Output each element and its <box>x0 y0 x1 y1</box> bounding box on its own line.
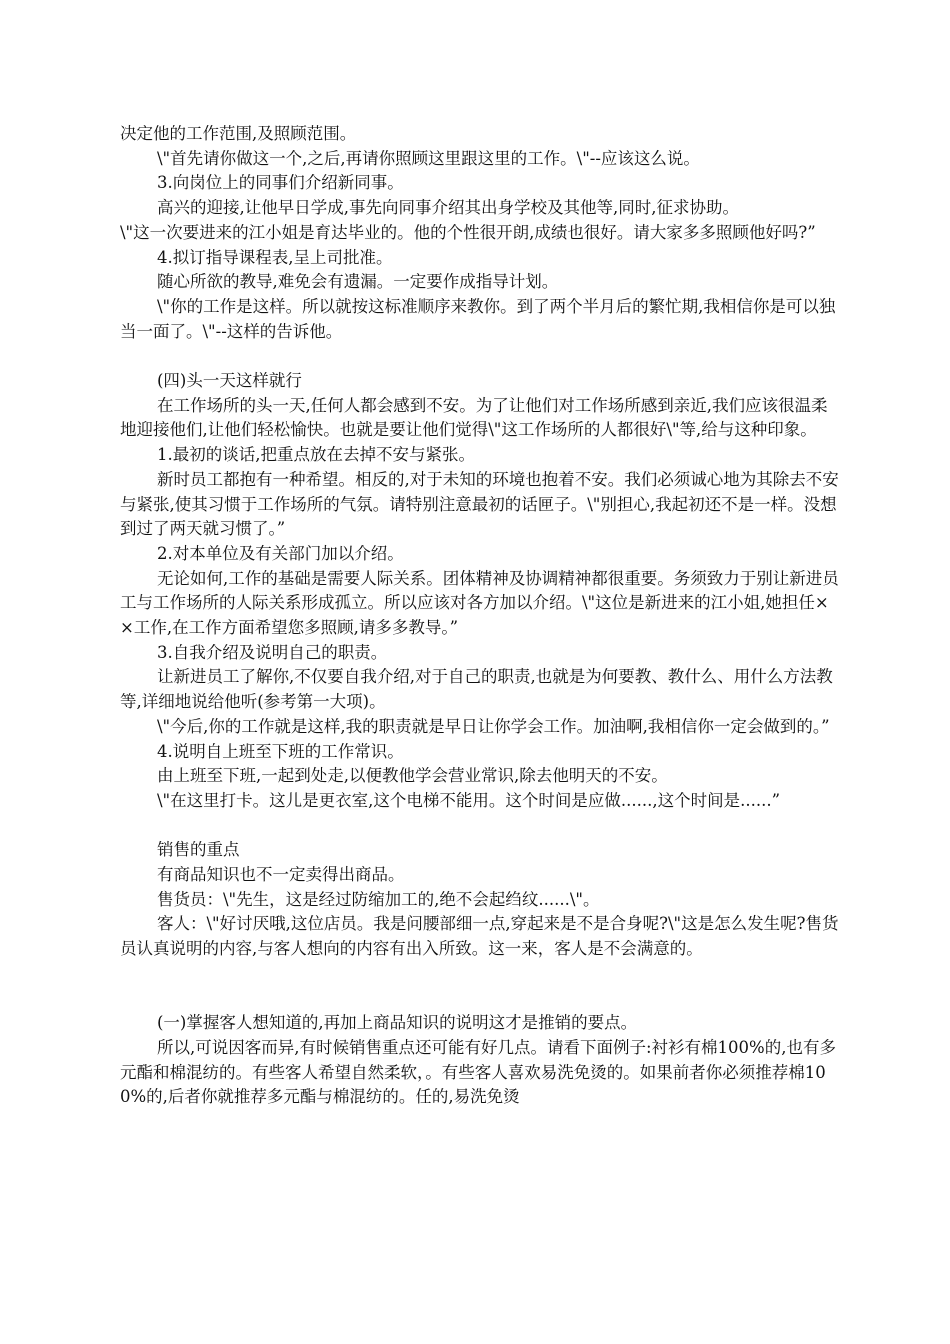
paragraph: 随心所欲的教导,难免会有遗漏。一定要作成指导计划。 <box>157 272 559 292</box>
paragraph: 销售的重点 <box>157 840 240 860</box>
paragraph: (一)掌握客人想知道的,再加上商品知识的说明这才是推销的要点。 <box>157 1013 638 1033</box>
paragraph: 有商品知识也不一定卖得出商品。 <box>157 865 405 885</box>
paragraph: 由上班至下班,一起到处走,以便教他学会营业常识,除去他明天的不安。 <box>157 766 668 786</box>
blank-line <box>120 814 842 839</box>
paragraph: \"你的工作是这样。所以就按这标准顺序来教你。到了两个半月后的繁忙期,我相信你是可以独当一面了。\"--这样的告诉他。 <box>120 296 836 341</box>
paragraph: 在工作场所的头一天,任何人都会感到不安。为了让他们对工作场所感到亲近,我们应该很温柔地迎接他们,让他们轻松愉快。也就是要让他们觉得\"这工作场所的人都很好\"等,给与这种印象。 <box>120 395 828 440</box>
paragraph: 2.对本单位及有关部门加以介绍。 <box>157 543 404 563</box>
paragraph: \"这一次要进来的江小姐是育达毕业的。他的个性很开朗,成绩也很好。请大家多多照顾他好吗?” <box>120 222 816 242</box>
paragraph: 决定他的工作范围,及照顾范围。 <box>120 124 357 143</box>
paragraph: 售货员：\"先生，这是经过防缩加工的,绝不会起绉纹......\"。 <box>157 889 600 909</box>
paragraph: 1.最初的谈话,把重点放在去掉不安与紧张。 <box>157 445 475 465</box>
paragraph: 4.说明自上班至下班的工作常识。 <box>157 741 404 761</box>
paragraph: 让新进员工了解你,不仅要自我介绍,对于自己的职责,也就是为何要教、教什么、用什么方法教等,详细地说给他听(参考第一大项)。 <box>120 667 833 712</box>
paragraph: 高兴的迎接,让他早日学成,事先向同事介绍其出身学校及其他等,同时,征求协助。 <box>157 198 739 218</box>
paragraph: \"首先请你做这一个,之后,再请你照顾这里跟这里的工作。\"--应该这么说。 <box>157 148 700 168</box>
paragraph: \"在这里打卡。这儿是更衣室,这个电梯不能用。这个时间是应做......,这个时间是......” <box>157 790 781 810</box>
blank-line <box>120 344 842 369</box>
blank-line <box>120 962 842 987</box>
paragraph: 4.拟订指导课程表,呈上司批准。 <box>157 247 393 267</box>
paragraph: 新时员工都抱有一种希望。相反的,对于未知的环境也抱着不安。我们必须诚心地为其除去不安与紧张,使其习惯于工作场所的气氛。请特别注意最初的话匣子。\"别担心,我起初还不是一样。没想到过了两天就习惯了。” <box>120 469 839 539</box>
paragraph: (四)头一天这样就行 <box>157 371 302 391</box>
paragraph: 无论如何,工作的基础是需要人际关系。团体精神及协调精神都很重要。务须致力于别让新进员工与工作场所的人际关系形成孤立。所以应该对各方加以介绍。\"这位是新进来的江小姐,她担任××工作,在工作方面希望您多照顾,请多多教导。” <box>120 568 839 638</box>
paragraph: 3.向岗位上的同事们介绍新同事。 <box>157 173 404 193</box>
paragraph: 所以,可说因客而异,有时候销售重点还可能有好几点。请看下面例子:衬衫有棉100%的,也有多元酯和棉混纺的。有些客人希望自然柔软，。有些客人喜欢易洗免烫的。如果前者你必须推荐棉100%的,后者你就推荐多元酯与棉混纺的。任的,易洗免烫 <box>120 1037 836 1107</box>
paragraph: \"今后,你的工作就是这样,我的职责就是早日让你学会工作。加油啊,我相信你一定会做到的。” <box>157 716 830 736</box>
blank-line <box>120 987 842 1012</box>
paragraph: 3.自我介绍及说明自己的职责。 <box>157 642 388 662</box>
document-body <box>120 122 842 1110</box>
paragraph: 客人：\"好讨厌哦,这位店员。我是问腰部细一点,穿起来是不是合身呢?\"这是怎么发生呢?售货员认真说明的内容,与客人想向的内容有出入所致。这一来，客人是不会满意的。 <box>120 914 839 959</box>
